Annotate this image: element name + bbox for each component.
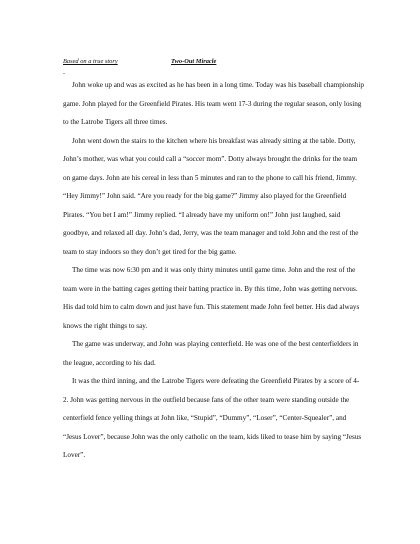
paragraph-5: It was the third inning, and the Latrobe Tigers were defeating the Greenfield Pirates by a score of 4-2. John was getting nervous in the outfield because fans of the other team were standing outside the centerfield fence yelling things at John like, “Stupid”, “Dummy”, “Loser”, “Center-Squealer”, and “Jesus Lover”, because John was the only catholic on the team, kids liked to tease him by saying “Jesus Lover”. (63, 377, 362, 459)
paragraph-2: John went down the stairs to the kitchen where his breakfast was already sitting at the table. Dotty, John’s mother, was what you could call a “soccer mom”. Dotty always brought the drinks for the team on game days. John ate his cereal in less than 5 minutes and ran to the phone to call his friend, Jimmy. “Hey Jimmy!” John said. “Are you ready for the big game?” Jimmy also played for the Greenfield Pirates. “You bet I am!” Jimmy replied. “I already have my uniform on!” John just laughed, said goodbye, and relaxed all day. John’s dad, Jerry, was the team manager and told John and the rest of the team to stay indoors so they don’t get tired for the big game. (63, 136, 359, 256)
story-body (63, 76, 364, 465)
page-title: Two-Out Miracle (171, 58, 217, 65)
paragraph-3: The time was now 6:30 pm and it was only thirty minutes until game time. John and the rest of the team were in the batting cages getting their batting practice in. By this time, John was getting nervous. His dad told him to calm down and just have fun. This statement made John feel better. His dad always knows the right things to say. (63, 266, 360, 330)
paragraph-1: John woke up and was as excited as he has been in a long time. Today was his baseball championship game. John played for the Greenfield Pirates. His team went 17-3 during the regular season, only losing to the Latrobe Tigers all three times. (63, 81, 364, 126)
paragraph-4: The game was underway, and John was playing centerfield. He was one of the best centerfielders in the league, according to his dad. (63, 340, 359, 367)
header-line (63, 57, 383, 67)
stray-mark: - (63, 71, 65, 77)
subtitle: Based on a true story (63, 58, 118, 65)
